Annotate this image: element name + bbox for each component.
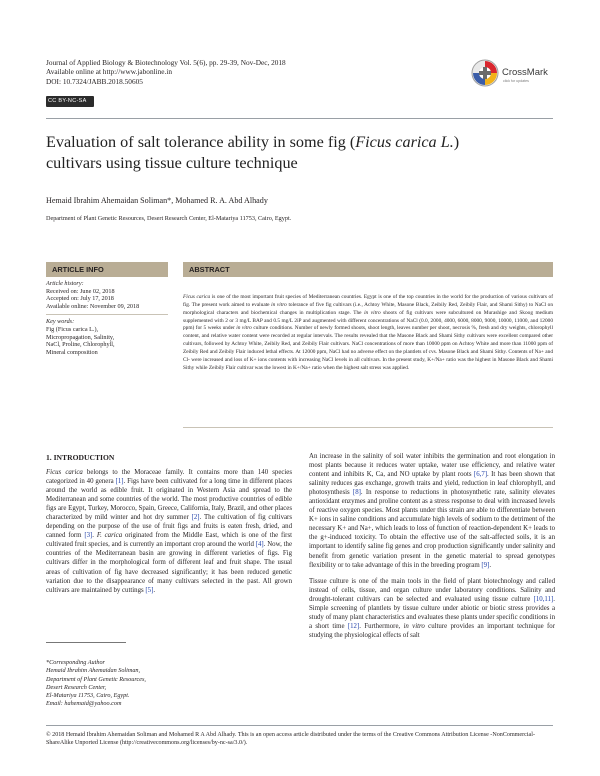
intro-text: . Figs have been cultivated for a long time in different places around the world as edible fruit. It originated in Western Asia and spread to the Mediterranean and some countries of the world. The most productive countries of edible figs are Egypt, Turkey, Morocco, Spain, Greece, California, Italy, Brazil, and other places characterized by mild winter and hot dry summer [46,478,292,522]
journal-line: Journal of Applied Biology & Biotechnology Vol. 5(6), pp. 29-39, Nov-Dec, 2018 [46,58,286,67]
intro-text: Tissue culture is one of the main tools in the field of plant biotechnology and called instead of cells, tissue, and organ culture under laboratory conditions. Salinity and drought-tolerant cultivars can be selected and evaluated using tissue culture [309,577,555,603]
abstract-italic: in vitro [236,325,252,332]
abstract-part: shoots of fig cultivars were subcultured on Murashige and Skoog medium supplemented with 2 or 3 mg/L BAP and 0.5 mg/L 2iP and augmented with different concentrations of NaCl (0.0, 2000, 4000, 6000, 8000, 9000, 10000, 11000, and 12000 ppm) for 5 weeks under [183,309,554,332]
intro-text: . Now, the countries of the Mediterranean basin are growing in different varieties of figs. Fig cultivars differ in the morphological form of different leaf and fruit shape. The usual areas of cultivation of fig have decreased significantly; it has been reduced genetic variation due to the disappearance of many cultivars selected in the past. All grown cultivars are maintained by cuttings [46,541,292,594]
header-divider [46,118,553,119]
intro-text: . Simple screening of plantlets by tissue culture under abiotic or biotic stress provides a study of many plant characteristics and evaluates these plants under specific conditions in a short time [309,595,555,630]
citation-link[interactable]: [6,7] [473,471,488,479]
species-name: Ficus carica [46,469,83,476]
info-divider [46,314,168,315]
title-post: ) [453,133,460,151]
copyright-divider [46,725,553,726]
doi-line[interactable]: DOI: 10.7324/JABB.2018.50605 [46,76,143,86]
intro-text: . [92,532,97,540]
citation-link[interactable]: [5] [145,586,154,594]
intro-text: . [489,561,492,569]
intro-heading: 1. INTRODUCTION [46,453,115,462]
abstract-italic: in vitro [364,309,381,316]
footnote-city: El-Matariya 11753, Cairo, Egypt. [46,692,130,700]
article-title [46,132,556,174]
journal-header [46,58,286,86]
title-pre: Evaluation of salt tolerance ability in some fig ( [46,133,356,151]
italic-term: in vitro [403,622,425,630]
footnote-email[interactable]: Email: hahemaid@yahoo.com [46,700,122,708]
abstract-part: tolerance of five fig cultivars (i.e., Achtoy White, Masone Black, Zeibily Red, Zeibily Flair, and Shami Sithy) to NaCl on morphological characters and biochemical changes in multiplication stage. The [183,301,554,316]
citation-link[interactable]: [10,11] [533,595,554,603]
citation-link[interactable]: [8] [352,489,361,497]
citation-link[interactable]: [4] [255,541,264,549]
online-date: Available online: November 09, 2018 [46,302,140,310]
accepted-date: Accepted on: July 17, 2018 [46,295,114,303]
abstract-heading: ABSTRACT [183,262,553,277]
intro-text: . Furthermore, [359,622,404,630]
corresponding-author-footnote [46,659,276,709]
keyword-1: Fig (Ficus carica L.), [46,325,99,333]
history-label: Article history: [46,280,84,287]
copyright-notice: © 2018 Hemaid Ibrahim Ahemaidan Soliman and Mohamed R A Abd Alhady. This is an open access article distributed under the terms of the Creative Commons Attribution License -NonCommercial-ShareAlike Unported License (http://creativecommons.org/licenses/by-nc-sa/3.0/). [46,732,535,747]
abstract-part: culture conditions. Number of newly formed shoots, shoot length, leaves number per shoot, necrosis %, fresh and dry weights, chlorophyll content, and relative water content were recorded at regular intervals. The results revealed that the Masone Black and Shami Sithy cultivars were excellent compared other cultivars, followed by Achtoy White, Zeibily Red, and Zeibily Flair cultivars. NaCl concentrations of more than 10000 ppm on Achtoy White and more than 11000 ppm of Zeibily Red and Zeibily Flair induced lethal effects. At 12000 ppm, NaCl had no adverse effect on the plantlets of cvs. Masone Black and Shami Sithy. Contents of Na+ and Cl- were increased and loss of K+ ions contents with increasing NaCl levels in all cultivars. In the present study, K+/Na+ ratio was the highest in Masone Black and Shami Sithy while Zeibily Flair cultivar was the lowest in K+/Na+ ratio when the highest salt stress was applied. [183,325,553,371]
crossmark-sub: click for updates [503,79,529,83]
authors: Hemaid Ibrahim Ahemaidan Soliman*, Mohamed R. A. Abd Alhady [46,196,268,205]
crossmark-icon [470,58,552,90]
article-info [46,280,168,356]
citation-link[interactable]: [2] [191,514,200,522]
intro-text: culture provides an important technique for studying the physiological effects of salt [309,622,555,639]
intro-text: . It has been shown that salinity reduces gas exchange, growth traits and yield, reduction in leaf chlorophyll, and photosynthesis [309,471,556,497]
available-online-line[interactable]: Available online at http://www.jabonline.in [46,67,173,77]
footnote-dept: Department of Plant Genetic Resources, [46,675,146,683]
footnote-name: Hemaid Ibrahim Ahemaidan Soliman, [46,667,141,675]
citation-link[interactable]: [9] [481,561,490,569]
footnote-rule [46,642,126,643]
abstract-italic: in vitro [271,301,287,308]
title-line-2: cultivars using tissue culture technique [46,154,298,172]
abstract-part: is one of the most important fruit species of Mediterranean countries. Egypt is one of the top countries in the world for the production of various cultivars of fig. The present work aimed to evaluate [183,294,553,308]
received-date: Received on: June 02, 2018 [46,287,115,295]
intro-text: . The cultivation of fig cultivars depending on the purpose of the use of fruit figs and fruits is eaten fresh, dried, and canned form [46,514,292,540]
title-species: Ficus carica L. [355,133,454,151]
article-info-heading: ARTICLE INFO [46,262,168,277]
keyword-2: Micropropagation, Salinity, [46,333,115,341]
abstract-species: Ficus carica [183,294,211,300]
keyword-4: Mineral composition [46,348,98,356]
intro-text: belongs to the Moraceae family. It contains more than 140 species categorized in 40 genera [46,469,292,486]
intro-left-column [46,468,292,602]
affiliation: Department of Plant Genetic Resources, Desert Research Center, El-Matariya 11753, Cairo, Egypt. [46,215,292,222]
intro-text: . In response to reductions in photosynthetic rate, salinity elevates antioxidant enzymes and proline content as a stress response to deal with increased levels of reactive oxygen species. Most plants under this strain are able to differentiate between K+ ions in saline conditions and accumulate high levels of sodium to the detriment of the necessary K+ and Na+, which leads to loss of function of reaction-dependent K+ leads to the g+-induced toxicity. To obtain the effective use of the salt-affected soils, it is an important to identify saline fig genes and crop production significantly under salinity and benefit from genetic variation present in the genetic material to spread genotypes flexibility or to take advantage of this in the breeding program [309,489,555,569]
abstract-divider [183,427,553,428]
citation-link[interactable]: [12] [347,622,360,630]
footnote-center: Desert Research Center, [46,683,107,691]
footnote-label: *Corresponding Author [46,659,105,666]
crossmark-label: CrossMark [502,67,548,78]
keyword-3: NaCl, Proline, Chlorophyll, [46,341,115,349]
keywords-label: Key words: [46,318,75,326]
species-name: F. carica [96,532,123,540]
intro-right-column [309,452,555,647]
citation-link[interactable]: [1] [115,478,124,486]
abstract-text [183,294,553,372]
intro-text: An increase in the salinity of soil water inhibits the germination and root elongation in most plants because it reduces water uptake, water use efficiency, and relative water content and inhibits K, Ca, and NO uptake by plant roots [309,453,555,479]
crossmark-logo[interactable] [470,58,552,90]
cc-license-badge[interactable]: CC BY-NC-SA [46,96,94,107]
citation-link[interactable]: [3] [84,532,93,540]
intro-text: . [153,586,156,594]
intro-text: originated from the Middle East, which is one of the first cultivated fruit species, and is currently an important crop around the world [46,532,293,549]
